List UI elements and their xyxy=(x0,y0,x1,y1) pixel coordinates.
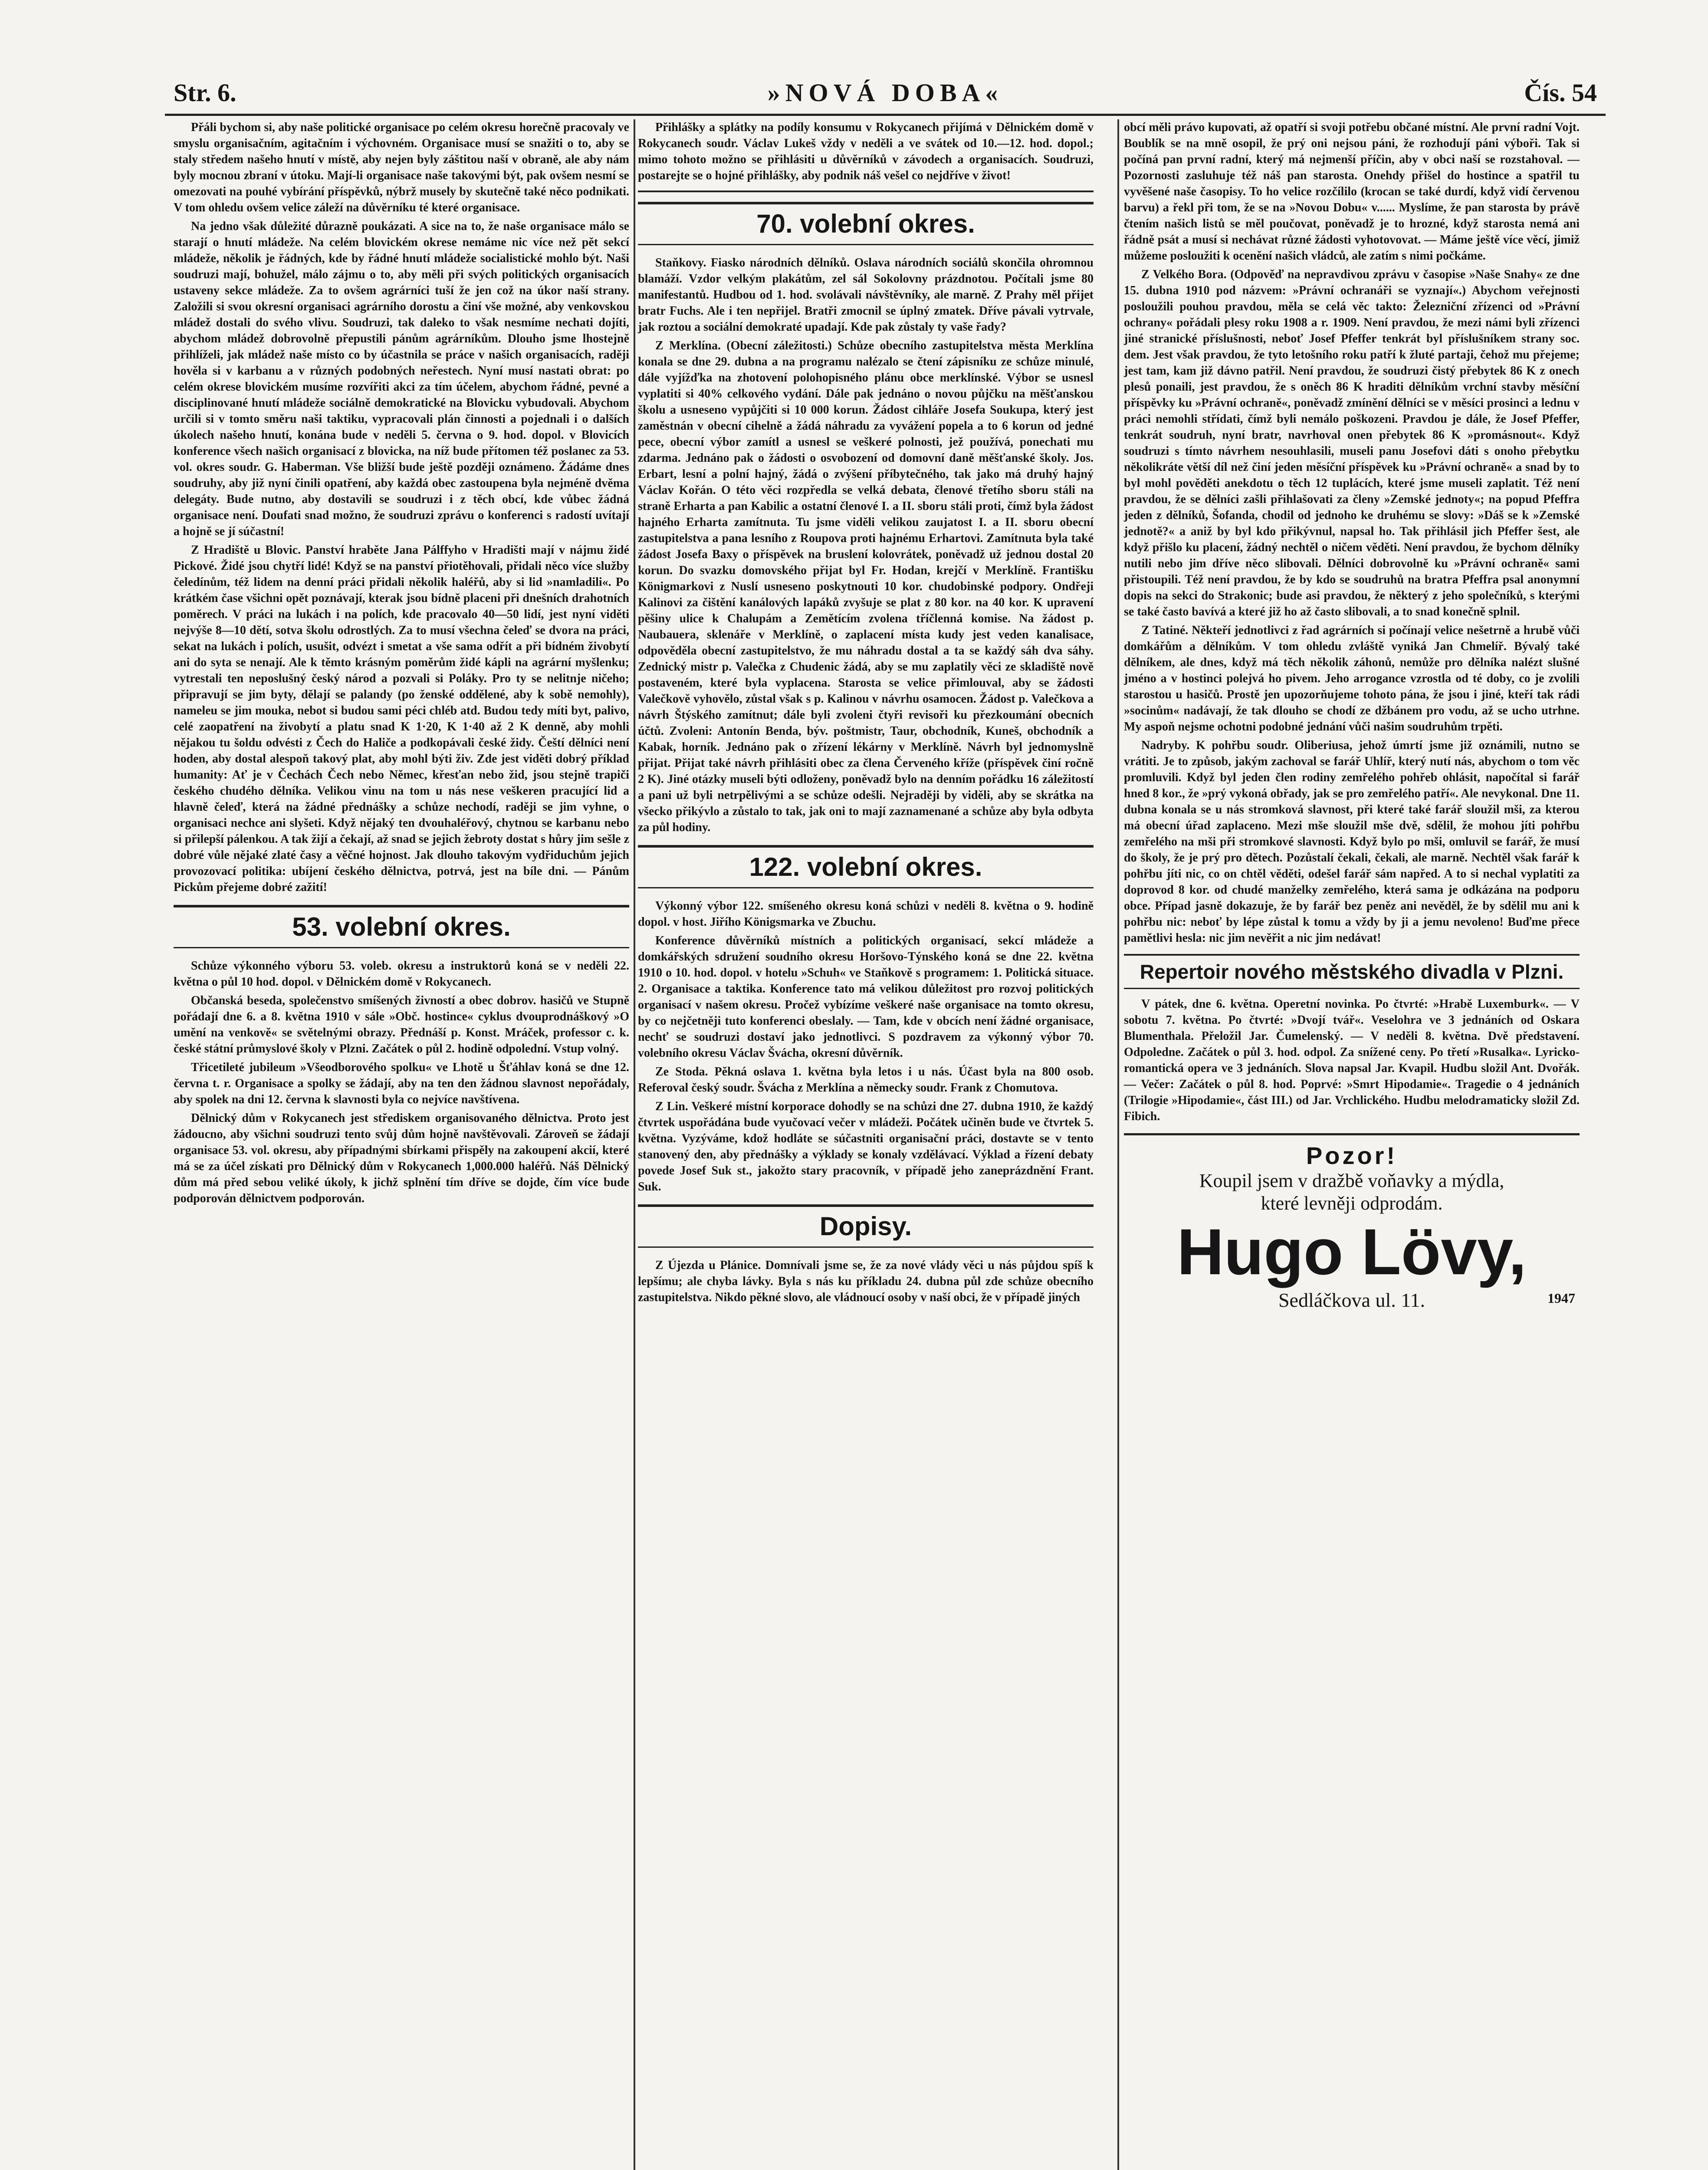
article-paragraph xyxy=(174,542,629,895)
article-text: K pohřbu soudr. Oliberiusa, jehož úmrtí jsme již oznámili, nutno se vrátiti. Je to způsob, jakým zachoval se farář Uhlíř, který nutí nás, abychom o tom věc promluvili. Když byl jeden člen rodiny zemřelého pohřeb ohlásit, napočítal si farář hned 8 kor., že »prý vykoná obřady, jak se pro zemřelého patří«. Ale nevykonal. Dne 11. dubna konala se u nás stromková slavnost, při které také farář sloužil mši, za kterou má obecní úřad zaplaceno. Mezi mše sloužil mše dvě, sdělil, že mohou jíti pohřbu zemřelého na mši při stromkové slavnosti. Když bylo po mši, omluvil se farář, že musí do školy, že je prý pro dětech. Pozůstalí čekali, čekali, ale marně. Nechtěl však farář k pohřbu jíti nic, co on chtěl věděti, odešel farář sám napřed. A to si nechal vyplatiti za doprovod 8 kor. od chudé manželky zemřelého, která sama je odkázána na podporu obce. Případ jasně dokazuje, že by farář bez peněz ani nevěděl, že by sdělil mu ani k pohřbu nic: neboť by lépe zůstal k tomu a vždy by ji a jemu nevoleno! Buďme přece pamětlivi hesla: nic jim nevěřit a nic jim nedávat! xyxy=(1124,739,1580,945)
ad-address-line xyxy=(1124,1289,1580,1312)
column-3 xyxy=(1124,119,1580,1312)
article-paragraph xyxy=(174,958,629,990)
article-text: Někteří jednotlivci z řad agrárních si počínají velice nešetrně a hrubě vůči domkářům a dělníkům. V tom ohledu zvláště vyniká Jan Chmelíř. Bývalý také dělníkem, ale dnes, když má těch několik záhonů, nemůže pro dělníka nalézt slušné jméno a v hostinci polejvá ho pivem. Jeho arrogance vzrostla od té doby, co je zvolili starostou u hasičů. Prostě jen upozorňujeme tohoto pána, že jsou i jiné, kteří tak rádi »socinům« nadávají, že tak dlouho se chodí ze džbánem pro vodu, až se ucho utrhne. My aspoň nejsme ochotni podobné jednání vůči našim soudruhům trpěti. xyxy=(1124,624,1580,733)
ad-address: Sedláčkova ul. 11. xyxy=(1278,1289,1426,1311)
notice-box xyxy=(638,119,1094,192)
article-heading: Výkonný výbor 122. smíšeného okresu xyxy=(655,899,861,913)
ad-attention: Pozor! xyxy=(1306,1142,1398,1169)
column-divider xyxy=(634,119,635,2170)
article-paragraph: Přáli bychom si, aby naše politické organisace po celém okresu horečně pracovaly ve smyslu organisačním, agitačním i výchovném. Organisace musí se snažiti o to, aby se staly středem našeho hnutí v místě, aby nejen byly záštitou naší v obraně, ale aby nám byly mocnou zbraní v útoku. Mají-li organisace naše takovými být, pak ovšem nesmí se omezovati na pouhé vybírání příspěvků, nýbrž musely by skutečně také něco podnikati. V tom ohledu ovšem velice záleží na důvěrníku té které organisace. xyxy=(174,121,629,214)
section-heading: 122. volební okres. xyxy=(638,845,1094,888)
ad-merchant-name: Hugo Lövy, xyxy=(1177,1215,1527,1288)
article-text: (Odpověď na nepravdivou zprávu v časopise »Naše Snahy« ze dne 15. dubna 1910 pod názvem: »Právní ochranáři se vyznají«.) Abychom veřejnosti posloužili pouhou pravdou, měla se celá věc takto: Železniční zřízenci od »Právní ochrany« pořádali plesy roku 1908 a r. 1909. Není pravdou, že mezi námi byli zřízenci jiné stranické příslušnosti, neboť Josef Pfeffer tenkrát byl příslušníkem strany soc. dem. Jest však pravdou, že tyto letošního roku patří k žluté partaji, čehož mu přejeme; jest tam, kam již dávno patřil. Není pravdou, že soudruzi čistý přebytek 86 K z onech plesů ponaili, jest pravdou, že s oněch 86 K hraditi dělníkům vrchní stavby měsíční příspěvky ku »Právní ochraně«, poněvadž zmínění dělníci se v měsíci prosinci a lednu v práci nemohli střídati, čímž byli nemálo poškozeni. Pravdou je dále, že Josef Pfeffer, tenkrát soudruh, nyní bratr, navrhoval onen přebytek 86 K »promásnout«. Když soudruzi s tímto návrhem nesouhlasili, museli panu Josefovi dáti s onoho přebytku několikráte větší díl než činí jeden měsíční příspěvek ku »Právní ochraně« a snad by to byl mohl pověděti anekdotu o těch 12 tuplácích, které jsme museli zaplatit. Též není pravdou, že se dělníci zašli přihlašovati za členy »Zemské jednoty«; na popud Pfeffra jeden z dělníků, Šofanda, chodil od jednoho ke druhému se slovy: »Dáš se k »Zemské jednotě?« a aniž by byl kdo přikývnul, napsal ho. Tak přihlásil jich Pfeffer šest, ale když přišlo ku placení, žádný nechtěl o ničem věděti. Není pravdou, že bychom dělníky nutili nebo jim dříve něco slibovali. Dělníci dobrovolně ku »Právní ochraně« sami přistoupili. Též není pravdou, že by kdo se soudruhů na bratra Pfeffra psal anonymní dopis na sekci do Strakonic; bude asi pravdou, že některý z jeho společníků, s kterými se také často bavívá a které již ho až často slibovali, a to snad konečně splnil. xyxy=(1124,268,1580,618)
article-paragraph xyxy=(638,1257,1094,1305)
article-heading: Z Újezda xyxy=(655,1259,704,1272)
ad-line: Koupil jsem v dražbě voňavky a mýdla, xyxy=(1199,1170,1504,1191)
article-heading: Z Velkého Bora. xyxy=(1141,268,1227,281)
article-text: Fiasko národních dělníků. Oslava národních sociálů skončila ohromnou blamáží. Vzdor velkým plakátům, zel sál Sokolovny prázdnotou. Počítali jsme 80 manifestantů. Hudbou od 1. hod. svolávali návštěvníky, ale marně. Z Prahy měl přijet bratr Fuchs. Ale i ten nepřijel. Bratři zmocnil se úplný zmatek. Dříve pávali vytrvale, jak roztou a sociální demokraté upadají. Kde pak zůstaly ty vaše řady? xyxy=(638,256,1094,334)
article-text: koná schůzi v neděli 8. května o 9. hodině dopol. v host. Jiřího Königsmarka ve Zbuchu. xyxy=(638,899,1094,929)
section-heading: Dopisy. xyxy=(638,1204,1094,1248)
article-heading: Z Tatiné. xyxy=(1141,624,1189,637)
article-heading: Třicetileté jubileum »Všeodborového spolku« ve Lhotě u Šťáhlav xyxy=(191,1061,541,1074)
article-paragraph xyxy=(174,1110,629,1207)
article-text: koná se v neděli 22. května o půl 10 hod. dopol. v Dělnickém domě v Rokycanech. xyxy=(174,959,630,989)
article-paragraph xyxy=(638,933,1094,1061)
article-heading: Z Merklína. xyxy=(655,339,721,352)
ad-number: 1947 xyxy=(1547,1290,1575,1306)
article-text: pořádají dne 6. a 8. května 1910 v sále »Obč. hostince« cyklus dvouprodnáškový »O umění na venkově« se světelnými obrazy. Přednáší p. Konst. Mráček, professor c. k. české státní průmyslové školy v Plzni. Začátek o půl 2. hodině odpolední. Vstup volný. xyxy=(174,1010,629,1055)
column-divider xyxy=(1117,119,1119,2170)
article-paragraph xyxy=(638,255,1094,335)
article-heading: Ze Stoda. xyxy=(655,1065,708,1078)
column-2 xyxy=(638,119,1094,1308)
ad-line: které levněji odprodám. xyxy=(1261,1193,1443,1214)
article-heading: Konference důvěrníků xyxy=(655,934,780,947)
article-paragraph xyxy=(638,1098,1094,1195)
newspaper-title: »NOVÁ DOBA« xyxy=(767,79,1003,107)
theatre-repertoire-text: V pátek, dne 6. května. Operetní novinka. Po čtvrté: »Hrabě Luxemburk«. — V sobotu 7. května. Po čtvrté: »Dvojí tvář«. Veselohra ve 3 jednáních od Oskara Blumenthala. Přeložil Jar. Čumelenský. — V neděli 8. května. Dvě představení. Odpoledne. Začátek o půl 3. hod. odpol. Za snížené ceny. Po třetí »Rusalka«. Lyricko-romantická opera ve 3 jednáních. Slova napsal Jar. Kvapil. Hudbu složil Ant. Dvořák. — Večer: Začátek o půl 8. hod. Poprvé: »Smrt Hipodamie«. Tragedie o 4 jednáních (Trilogie »Hipodamie«, část III.) od Jar. Vrchlického. Hudbu melodramaticky složil Zd. Fibich. xyxy=(1124,997,1580,1123)
article-paragraph xyxy=(1124,622,1580,735)
article-text: u Plánice. Domnívali jsme se, že za nové vlády věci u nás půjdou spíš k lepšímu; ale chyba lávky. Byla s nás ku příkladu 24. dubna půl zde schůze obecního zastupitelstva. Nikdo pěkné slovo, ale vládnoucí osoby v naší obci, že v případě jiných xyxy=(638,1259,1094,1304)
page-number: Str. 6. xyxy=(174,79,236,107)
article-paragraph xyxy=(638,338,1094,835)
article-heading: Dělnický dům v Rokycanech xyxy=(191,1111,345,1125)
article-heading: Přihlášky a splátky na podíly konsumu v Rokycanech xyxy=(655,121,939,134)
article-text: koná se dne 12. června t. r. Organisace a spolky se žádají, aby na ten den žádnou slavnost nepořádaly, aby spolek na dni 12. června k slavnosti byla co nejvíce navštívena. xyxy=(174,1061,629,1106)
article-text: místních a politických organisací, sekcí mládeže a domkářských sdružení soudního okresu Horšovo-Týnského koná se dne 22. května 1910 o 10. hod. dopol. v hotelu »Schuh« ve Staňkově s programem: 1. Politická situace. 2. Organisace a taktika. Konference tato má velikou důležitost pro rozvoj politických organisací v našem okresu. Pročež vybízíme veškeré naše organisace na tomto okresu, by co nejčetněji tuto konferenci obeslaly. — Tam, kde v obcích není žádné organisace, nechť se soudruzi dostaví jako jednotlivci. S pozdravem za výkonný výbor 70. volebního okresu Václav Švácha, okresní důvěrník. xyxy=(638,934,1094,1060)
section-heading: 70. volební okres. xyxy=(638,202,1094,245)
page-header xyxy=(174,78,1597,108)
article-heading: Občanská beseda, společenstvo smíšených živností a obec dobrov. hasičů ve Stupně xyxy=(191,994,629,1007)
theatre-repertoire-heading: Repertoir nového městského divadla v Plzni. xyxy=(1124,954,1580,989)
article-paragraph: Na jedno však důležité důrazně poukázati. A sice na to, že naše organisace málo se starají o hnutí mládeže. Na celém blovickém okrese nemáme nic více než pět sekcí mládeže, několik je řádných, kde by řádné hnutí mládeže socialistické mohlo být. Naši soudruzi mají, bohužel, málo zájmu o to, aby měli při svých politických organisacích ustaveny sekce mládeže. Za to ovšem agrárníci tuší že jen což na úkor naší strany. Založili si svou okresní organisaci agrárního dorostu a činí vše možné, aby venkovskou mládež dostali do svého vlivu. Soudruzi, tak daleko to však nesmíme nechati dojíti, abychom mládež dobrovolně přepustili pánům agrárníkům. Dlouho jsme lhostejně přihlíželi, jak mládež naše místo co by účastnila se práce v našich organisacích, raději hověla si v karbanu a v různých podobných neřestech. Nyní musí nastati obrat: po celém okrese blovickém musíme rozvířiti akci za tím účelem, abychom řádné, pevné a disciplinované hnutí mládeže sociálně demokratické na Blovicku vybudovali. Abychom určili si v tomto směru naši taktiku, vypracovali plán činnosti a pojednali i o dalších úkolech našeho hnutí, konána bude v neděli 5. června o 9. hod. dopol. v Blovicích konference všech našich organisací z blovicka, na níž bude přítomen též poslanec za 53. vol. okres soudr. G. Haberman. Vše bližší bude ještě později oznámeno. Žádáme dnes soudruhy, aby již nyní činili opatření, aby každá obec zastoupena byla nejméně dvěma delegáty. Bude nutno, aby dostavili se soudruzi i z těch obcí, kde vůbec žádná organisace není. Doufati snad možno, že soudruzi zprávu o konferenci s radostí uvítají a hojně se jí súčastní! xyxy=(174,220,629,538)
article-text: (Obecní záležitosti.) Schůze obecního zastupitelstva města Merklína konala se dne 29. dubna a na programu nalézalo se čtení zápisníku ze schůze minulé, dále vyjížďka na zhotovení polohopisného plánu obce merklínské. Výbor se usnesl vyplatiti si 40% celkového vydání. Dále pak jednáno o novou půjčku na měšťanskou školu a usneseno vypůjčiti si 10 000 korun. Žádost cihláře Josefa Soukupa, který jest zaměstnán v obecní cihelně a žádá náhradu za vyvážení popela a to 6 korun od jedné pece, obecní výbor zamítl a usnesl se veškeré polnosti, jež používá, ponechati mu zdarma. Jednáno pak o žádosti o osvobození od domovní daně měšťanské školy. Jos. Erbart, lesní a polní hajný, žádá o zvýšení příbytečného, tak jako má druhý hajný Václav Kořán. O této věci rozpředla se velká debata, členové třetího sboru stáli na straně Erharta a pan Kabilic a ostatní členové I. a II. sboru stáli proti, čímž byla žádost hajného Erharta zamítnuta. Tu jsme viděli velikou zaujatost I. a II. sboru obecní zastupitelstva a pana lesního z Roupova proti hajnému Erhartovi. Zamítnuta byla také žádost Josefa Baxy o příspěvek na bruslení kolovrátek, poněvadž už jednou dostal 20 korun. Do svazku domovského přijat byl Fr. Hodan, krejčí v Merklíně. Františku Königmarkovi z Nuslí usneseno poskytnouti 10 kor. chudobinské podpory. Ondřeji Kalinovi za čištění kanálových lapáků zvyšuje se plat z 80 kor. na 40 kor. K upravení pěšiny ulice k Chalupám a Zemětícím zvolena tříčlenná komise. Na žádost p. Naubauera, sklenáře v Merklíně, o zaplacení místa kudy jest veden kanalisace, odpověděla obecní zastupitelstvo, že mu náhradu dostal a ta se každý sáh dva sáhy. Zednický mistr p. Valečka z Chudenic žádá, aby se mu zaplatily věci ze skladiště nově postaveném, které byla vyplacena. Starosta se velice přimlouval, aby se žádosti Valečkově vyhovělo, zůstal však s p. Kalinou v návrhu osamocen. Žádost p. Valečkova a návrh Štýského zamítnut; dále byli zvoleni čtyři revisoři ku přezkoumání obecních účtů. Zvoleni: Antonín Benda, býv. poštmistr, Taur, obchodník, Kuneš, obchodník a Kabak, horník. Jednáno pak o zřízení lékárny v Merklíně. Návrh byl jednomyslně přijat. Přijat také návrh přihlásiti obec za člena Červeného kříže (příspěvek činí ročně 2 K). Jiné otázky museli býti odloženy, poněvadž bylo na denním pořádku 16 záležitostí a pani už byli netrpělivými a se schůze odešli. Nejraději by viděli, aby se skrátka na všecko přikývlo a zůstalo to tak, jak oni to mají zaznamenané a schůze aby byla odbyta za půl hodiny. xyxy=(638,339,1094,834)
section-heading: 53. volební okres. xyxy=(174,905,629,948)
article-paragraph xyxy=(638,119,1094,184)
advertisement xyxy=(1124,1133,1580,1312)
header-rule xyxy=(165,114,1606,116)
article-text: Veškeré místní korporace dohodly se na schůzi dne 27. dubna 1910, že každý čtvrtek uspořádána bude vyučovací večer v mládeži. Počátek učiněn bude ve čtvrtek 5. května. Vyzýváme, kdož hodláte se súčastniti organisační práci, dostavte se v tento stanovený den, aby přednášky a výklady se konaly vzdělávací. Výklad a řízení debaty povede Josef Suk st., jakožto stary pracovník, v případě jeho zaneprázdnění Frant. Suk. xyxy=(638,1100,1094,1194)
article-paragraph xyxy=(1124,737,1580,946)
article-heading: Nadryby. xyxy=(1141,739,1190,752)
article-text: u Blovic. Panství hraběte Jana Pálffyho v Hradišti mají v nájmu židé Pickové. Židé jsou chytří lidé! Když se na panství přiotěhovali, přidali něco více služby čeledínům, též lidem na denní práci přidali několik haléřů, aby si lid »namladili«. Po krátkém čase všichni opět poznávají, kterak jsou bídně placeni při dnešních drahotních poměrech. V práci na lukách i na polích, kde pracovalo 40—50 lidí, jest nyní viděti nejvýše 8—10 dětí, sotva školu odrostlých. Za to musí všechna čeleď se dvora na práci, sekat na lukách i polích, usušit, odvézt i smetat a vše sama odřít a při bídném živobytí ani do syta se nenají. Ale k těmto krásným poměrům židé kápli na agrární myšlenku; vytrestali ten neposlušný český národ a pozvali si Poláky. Pro ty se nelitnje ničeho; připravují se jim byty, dělají se palandy (po ženské oddělené, aby k sobě nemohly), nameleu se jim mouka, nebot si budou sami péci chléb atd. Budou tedy míti byt, palivo, celé zaopatření na živobytí a platu snad K 1·20, K 1·40 až 2 K denně, aby mohli nějakou tu šoldu odvésti z Čech do Haliče a podkopávali české židy. Čeští dělníci není hoden, aby dostal alespoň takový plat, aby mohl býti živ. Zde jest viděti dobrý příklad humanity: Ať je v Čechách Čech nebo Němec, křesťan nebo žid, jsou stejně trapiči českého chudého dělníka. Velikou vinu na tom u nás nese veškeren pracující lid a hlavně čeleď, která na žádné přednášky a schůze nechodí, raději se jim vyhne, o organisaci nechce ani slyšeti. Když nějaký ten dvouhaléřový, chytnou se karbanu nebo si přilepší pálenkou. A tak žijí a čekají, až snad se jejich žebroty dostat s hůry jim sešle z dobré vůle nějaké zlaté časy a věčné hojnost. Jak dlouho takovým vydřiduchům jejich provozovací politika: ubíjení českého dělnictva, potrvá, jest na bíle dni. — Pánům Pickům přejeme dobré zažití! xyxy=(174,543,629,894)
article-paragraph xyxy=(174,1059,629,1108)
column-1 xyxy=(174,119,629,1209)
article-heading: Z Lin. xyxy=(655,1100,688,1113)
article-heading: Staňkovy. xyxy=(655,256,706,270)
article-text: Pěkná oslava 1. května byla letos i u nás. Účast byla na 800 osob. Referoval český soudr. Švácha z Merklína a německy soudr. Frank z Chomutova. xyxy=(638,1065,1094,1095)
article-paragraph xyxy=(638,898,1094,930)
article-heading: Z Hradiště xyxy=(191,543,249,557)
article-heading: Schůze výkonného výboru 53. voleb. okresu a instruktorů xyxy=(191,959,511,973)
article-paragraph xyxy=(638,1064,1094,1096)
article-paragraph xyxy=(1124,266,1580,620)
issue-number: Čís. 54 xyxy=(1524,79,1597,107)
article-text: jest střediskem organisovaného dělnictva. Proto jest žádoucno, aby všichni soudruzi tento svůj dům hojně navštěvovali. Zároveň se žádají organisace 53. vol. okresu, aby případnými sbírkami přispěly na zakoupení akcií, které má se za účel získati pro Dělnický dům v Rokycanech 1,000.000 haléřů. Náš Dělnický dům má před sebou veliké úkoly, k jichž splnění tím dříve se dojde, čím více bude podporován dělnictvem podporován. xyxy=(174,1111,630,1205)
article-paragraph: obcí měli právo kupovati, až opatří si svoji potřebu občané místní. Ale první radní Vojt. Boublík se na mně osopil, že prý oni nejsou páni, že rozhodují páni výboři. Tak si počíná pan první radní, který má nejmenší příčin, aby v obci naší se rozstahoval. — Pozornosti zasluhuje též náš pan starosta. Onehdy přišel do hostince a spatřil tu vyvěšené naše časopisy. To ho velice rozčílilo (krocan se také durdí, když vidí červenou barvu) a řekl při tom, že se na »Novou Dobu« v...... Myslíme, že pan starosta by právě čtením našich listů se měl poučovat, poněvadž je to hrozné, když starosta nemá ani řádně psát a musí si nechávat různé žádosti vyhotovovat. — Máme ještě více věcí, jimiž můžeme posloužiti k ocenění našich vládců, ale zatím s nimi počkáme. xyxy=(1124,121,1580,263)
article-paragraph xyxy=(174,993,629,1057)
article-text: přijímá v Dělnickém domě v Rokycanech soudr. Václav Lukeš vždy v neděli a ve svátek od 10.—12. hod. dopol.; mimo tohoto možno se přihlásiti u důvěrníků v závodech a organisacích. Soudruzi, postarejte se o hojné přihlášky, aby podnik náš vešel co nejdříve v život! xyxy=(638,121,1094,182)
